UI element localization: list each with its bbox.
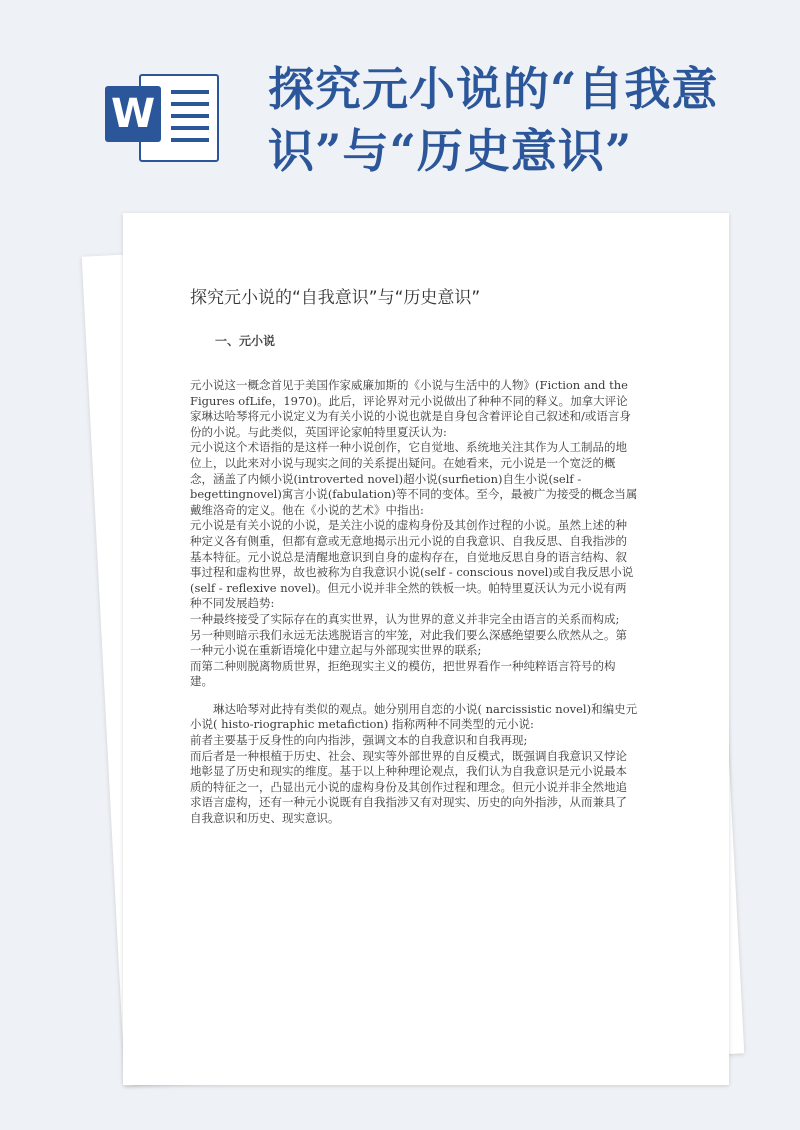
paragraph-8: 前者主要基于反身性的向内指涉，强调文本的自我意识和自我再现; (190, 733, 528, 748)
paragraph-7: 琳达哈琴对此持有类似的观点。她分别用自恋的小说( narcissistic novel)和编史元小说( histo-riographic metafiction) 指称两种不同类型的元小说: (190, 701, 638, 732)
paragraph-9: 而后者是一种根植于历史、社会、现实等外部世界的自反模式，既强调自我意识又悖论地彰显了历史和现实的维度。基于以上种种理论观点，我们认为自我意识是元小说最本质的特征之一，凸显出元小说的虚构身份及其创作过程和理念。但元小说并非全然地追求语言虚构，还有一种元小说既有自我指涉又有对现实、历史的向外指涉，从而兼具了自我意识和历史、现实意识。 (190, 748, 627, 826)
word-document-icon (105, 68, 215, 158)
paragraph-4: 一种最终接受了实际存在的真实世界，认为世界的意义并非完全由语言的关系而构成; (190, 611, 620, 626)
banner-title: 探究元小说的“自我意识”与“历史意识” (268, 62, 719, 178)
section-heading: 一、元小说 (215, 334, 276, 348)
paragraph-3: 元小说是有关小说的小说，是关注小说的虚构身份及其创作过程的小说。虽然上述的种种定义各有侧重，但都有意或无意地揭示出元小说的自我意识、自我反思、自我指涉的基本特征。元小说总是清醒地意识到自身的虚构存在，自觉地反思自身的语言结构、叙事过程和虚构世界，故也被称为自我意识小说(self - conscious novel)或自我反思小说(self - reflexive novel)。但元小说并非全然的铁板一块。帕特里夏沃认为元小说有两种不同发展趋势: (190, 518, 634, 611)
paragraph-2: 元小说这个术语指的是这样一种小说创作，它自觉地、系统地关注其作为人工制品的地位上，以此来对小说与现实之间的关系提出疑问。在她看来，元小说是一个宽泛的概念，涵盖了内倾小说(introverted novel)超小说(surfietion)自生小说(self - begettingnovel)寓言小说(fabulation)等不同的变体。至今，最被广为接受的概念当属戴维洛奇的定义。他在《小说的艺术》中指出: (190, 440, 638, 517)
header-banner (0, 0, 800, 200)
paragraph-5: 另一种则暗示我们永远无法逃脱语言的牢笼，对此我们要么深感绝望要么欣然从之。第一种元小说在重新语境化中建立起与外部现实世界的联系; (190, 627, 627, 658)
document-title: 探究元小说的“自我意识”与“历史意识” (190, 288, 481, 308)
document-body (190, 378, 638, 827)
paragraph-6: 而第二种则脱离物质世界，拒绝现实主义的模仿，把世界看作一种纯粹语言符号的构建。 (190, 658, 616, 689)
word-logo-letter: W (105, 86, 161, 142)
paragraph-1: 元小说这一概念首见于美国作家威廉加斯的《小说与生活中的人物》(Fiction and the Figures ofLife，1970)。此后，评论界对元小说做出了种种不同的释义。加拿大评论家琳达哈琴将元小说定义为有关小说的小说也就是自身包含着评论自己叙述和/或语言身份的小说。与此类似，英国评论家帕特里夏沃认为: (190, 378, 631, 439)
